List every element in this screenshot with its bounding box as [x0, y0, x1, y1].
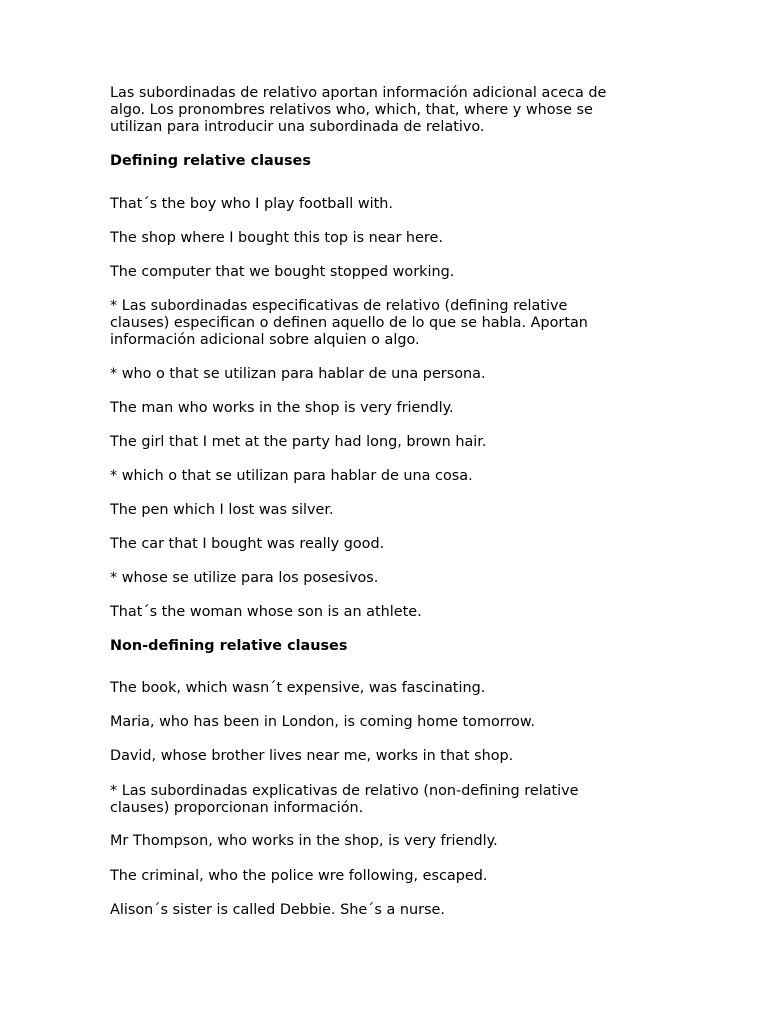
defining-note-line-3: información adicional sobre alquien o algo. [110, 332, 420, 348]
non-defining-example-2: Maria, who has been in London, is coming home tomorrow. [110, 714, 535, 730]
non-defining-note-line-2: clauses) proporcionan información. [110, 800, 364, 816]
non-defining-note-line-1: * Las subordinadas explicativas de relativo (non-defining relative [110, 783, 579, 799]
defining-example-1: That´s the boy who I play football with. [110, 196, 393, 212]
non-defining-example-3: David, whose brother lives near me, works in that shop. [110, 748, 514, 764]
non-defining-example-1: The book, which wasn´t expensive, was fascinating. [110, 680, 486, 696]
which-example-1: The pen which I lost was silver. [110, 502, 334, 518]
final-example-2: The criminal, who the police wre following, escaped. [110, 868, 488, 884]
which-example-2: The car that I bought was really good. [110, 536, 385, 552]
intro-line-3: utilizan para introducir una subordinada de relativo. [110, 119, 485, 135]
final-example-1: Mr Thompson, who works in the shop, is very friendly. [110, 833, 498, 849]
defining-note-line-1: * Las subordinadas especificativas de relativo (defining relative [110, 298, 568, 314]
who-example-2: The girl that I met at the party had long, brown hair. [110, 434, 487, 450]
who-note: * who o that se utilizan para hablar de una persona. [110, 366, 486, 382]
whose-example: That´s the woman whose son is an athlete. [110, 604, 422, 620]
defining-example-2: The shop where I bought this top is near here. [110, 230, 443, 246]
intro-line-2: algo. Los pronombres relativos who, which, that, where y whose se [110, 102, 593, 118]
who-example-1: The man who works in the shop is very friendly. [110, 400, 454, 416]
defining-note-line-2: clauses) especifican o definen aquello de lo que se habla. Aportan [110, 315, 588, 331]
which-note: * which o that se utilizan para hablar de una cosa. [110, 468, 473, 484]
whose-note: * whose se utilize para los posesivos. [110, 570, 379, 586]
heading-non-defining: Non-defining relative clauses [110, 638, 348, 654]
defining-example-3: The computer that we bought stopped working. [110, 264, 455, 280]
intro-line-1: Las subordinadas de relativo aportan información adicional aceca de [110, 85, 607, 101]
heading-defining: Defining relative clauses [110, 153, 311, 169]
final-example-3: Alison´s sister is called Debbie. She´s a nurse. [110, 902, 445, 918]
